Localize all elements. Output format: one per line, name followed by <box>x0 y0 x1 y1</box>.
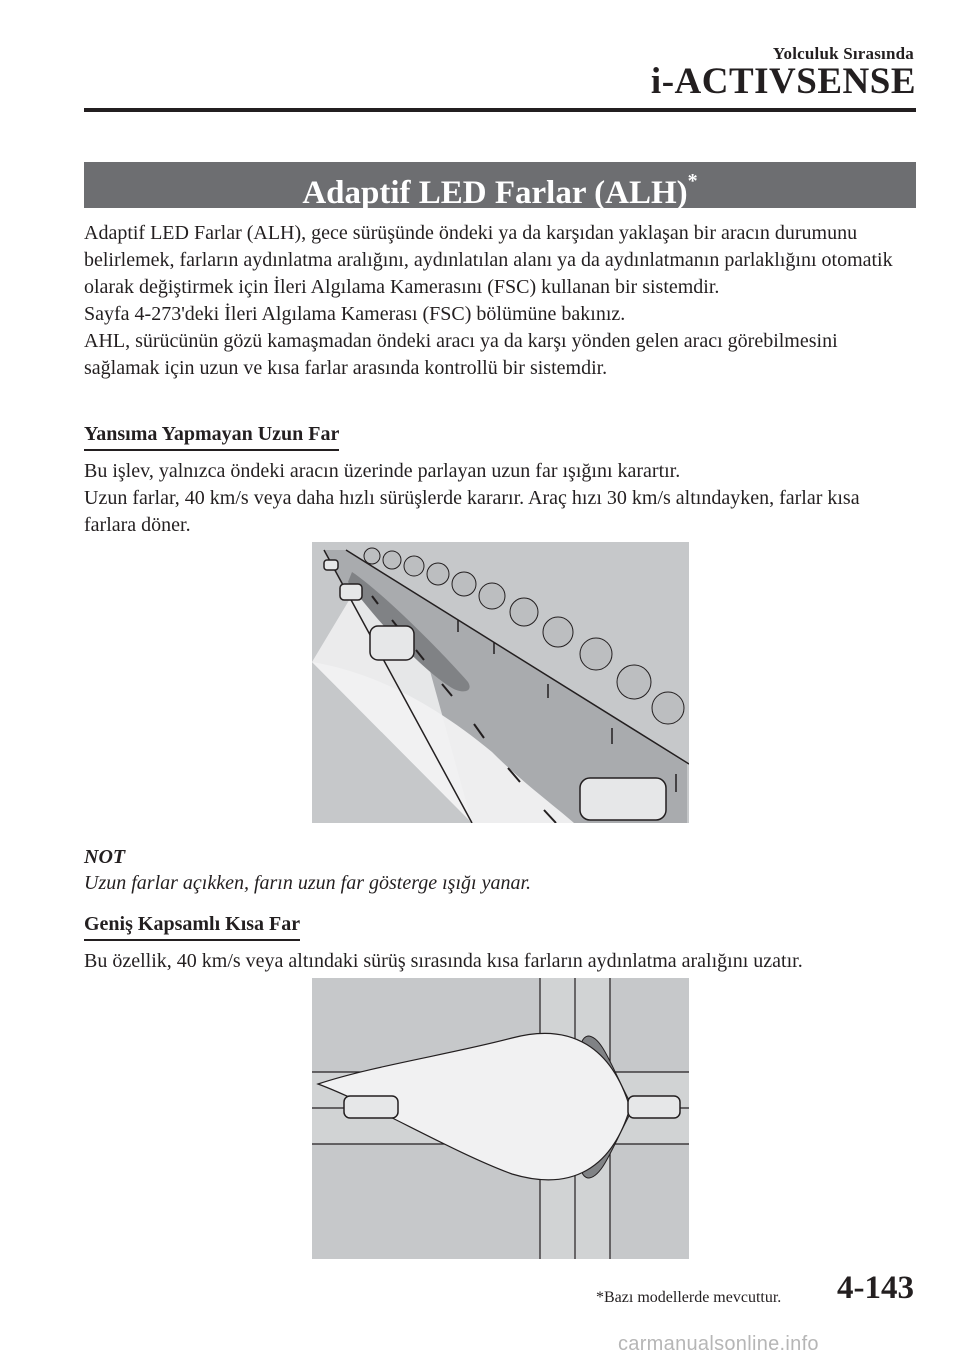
heading-non-glare-high-beam: Yansıma Yapmayan Uzun Far <box>84 422 339 451</box>
running-header-title: i-ACTIVSENSE <box>650 61 916 102</box>
intro-text <box>84 220 916 382</box>
figure-glare-free-high-beam <box>312 542 689 823</box>
section1-text <box>84 458 916 539</box>
banner-title: Adaptif LED Farlar (ALH) <box>302 175 688 211</box>
watermark: carmanualsonline.info <box>618 1333 819 1355</box>
header-divider <box>84 108 916 112</box>
note-text: Uzun farlar açıkken, farın uzun far gösterge ışığı yanar. <box>84 872 532 894</box>
note-label: NOT <box>84 846 126 868</box>
section1-paragraph-1: Bu işlev, yalnızca öndeki aracın üzerinde parlayan uzun far ışığını karartır. <box>84 460 681 482</box>
heading-wide-range-low-beam: Geniş Kapsamlı Kısa Far <box>84 912 300 941</box>
intro-paragraph-3: AHL, sürücünün gözü kamaşmadan öndeki aracı ya da karşı yönden gelen aracı görebilmesini sağlamak için uzun ve kısa farlar arasında kontrollü bir sistemdir. <box>84 330 838 379</box>
section2-paragraph-1: Bu özellik, 40 km/s veya altındaki sürüş sırasında kısa farların aydınlatma aralığını uzatır. <box>84 950 803 972</box>
section2-text <box>84 948 916 975</box>
section-banner <box>84 162 916 211</box>
section1-paragraph-2: Uzun farlar, 40 km/s veya daha hızlı sürüşlerde kararır. Araç hızı 30 km/s altındayken, farlar kısa farlara döner. <box>84 487 860 536</box>
footnote: *Bazı modellerde mevcuttur. <box>596 1289 782 1306</box>
page-number: 4-143 <box>837 1270 914 1306</box>
figure-wide-range-low-beam <box>312 978 689 1259</box>
intro-paragraph-2: Sayfa 4-273'deki İleri Algılama Kamerası (FSC) bölümüne bakınız. <box>84 303 626 325</box>
banner-asterisk: * <box>687 170 698 192</box>
running-header-section: Yolculuk Sırasında <box>772 44 914 63</box>
intro-paragraph-1: Adaptif LED Farlar (ALH), gece sürüşünde öndeki ya da karşıdan yaklaşan bir aracın durumunu belirlemek, farların aydınlatma aralığını, aydınlatılan alanı ya da aydınlatmanın parlaklığını otomatik olarak değiştirmek için İleri Algılama Kamerasını (FSC) kullanan bir sistemdir. <box>84 222 893 298</box>
